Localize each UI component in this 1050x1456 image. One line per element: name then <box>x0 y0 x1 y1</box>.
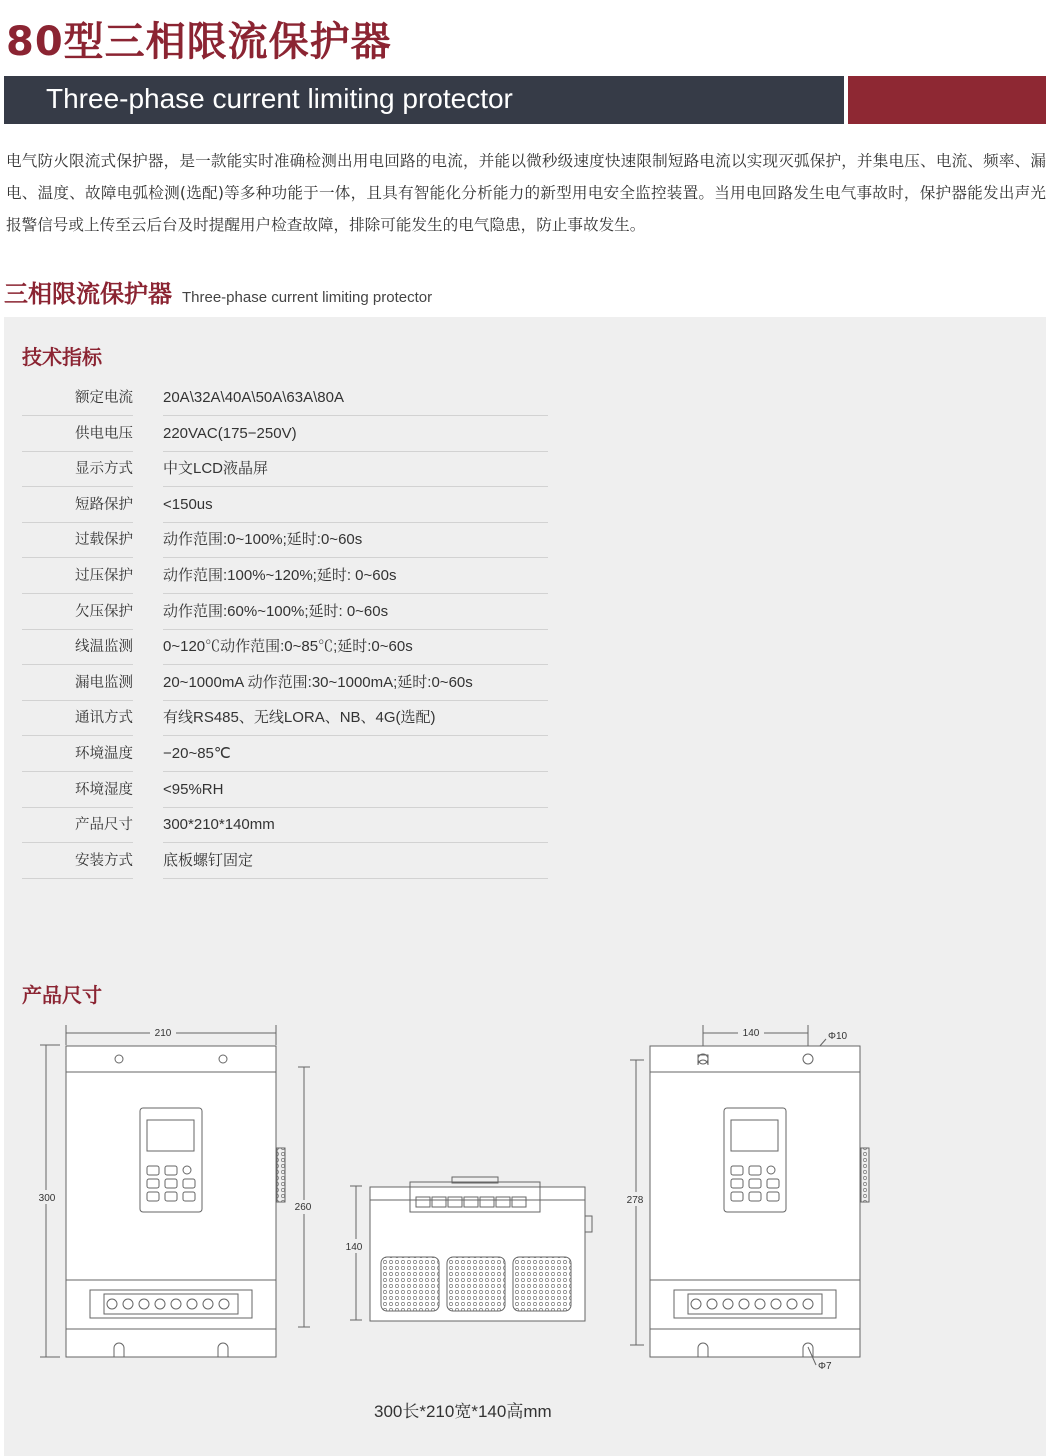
rear-hole-diameter-label: Φ10 <box>828 1031 848 1042</box>
spec-value: 动作范围:60%~100%;延时: 0~60s <box>163 595 548 630</box>
spec-value: 动作范围:0~100%;延时:0~60s <box>163 523 548 558</box>
spec-value: 220VAC(175−250V) <box>163 417 548 452</box>
spec-value: 中文LCD液晶屏 <box>163 452 548 487</box>
rear-height-label: 278 <box>626 1195 644 1206</box>
dimension-caption: 300长*210宽*140高mm <box>374 1402 552 1421</box>
spec-key: 通讯方式 <box>22 701 133 736</box>
spec-key: 短路保护 <box>22 488 133 523</box>
spec-key: 欠压保护 <box>22 595 133 630</box>
spec-value: 0~120℃动作范围:0~85℃;延时:0~60s <box>163 630 548 665</box>
section-title-en: Three-phase current limiting protector <box>182 289 433 306</box>
banner-english-title: Three-phase current limiting protector <box>46 83 513 114</box>
spec-key: 线温监测 <box>22 630 133 665</box>
front-inner-height-label: 260 <box>294 1202 312 1213</box>
spec-value: 动作范围:100%~120%;延时: 0~60s <box>163 559 548 594</box>
spec-key: 环境湿度 <box>22 773 133 808</box>
spec-key: 过压保护 <box>22 559 133 594</box>
front-view <box>36 1025 316 1357</box>
rear-hole-spacing-label: 140 <box>742 1028 760 1039</box>
spec-key: 漏电监测 <box>22 666 133 701</box>
intro-paragraph: 电气防火限流式保护器，是一款能实时准确检测出用电回路的电流，并能以微秒级速度快速限制短路电流以实现灭弧保护，并集电压、电流、频率、漏电、温度、故障电弧检测(选配)等多种功能于一体，且具有智能化分析能力的新型用电安全监控装置。当用电回路发生电气事故时，保护器能发出声光报警信号或上传至云后台及时提醒用户检查故障，排除可能发生的电气隐患，防止事故发生。 <box>6 152 1046 234</box>
dimension-drawing <box>4 317 1046 1456</box>
front-height-label: 300 <box>38 1193 56 1204</box>
front-width-label: 210 <box>154 1028 172 1039</box>
title-banner <box>4 76 844 124</box>
section-title-cn: 三相限流保护器 <box>4 280 172 308</box>
spec-value: 20~1000mA 动作范围:30~1000mA;延时:0~60s <box>163 666 548 701</box>
spec-value: −20~85℃ <box>163 737 548 772</box>
spec-key: 安装方式 <box>22 844 133 879</box>
spec-key: 产品尺寸 <box>22 808 133 843</box>
rear-bottom-hole-label: Φ7 <box>818 1361 832 1372</box>
spec-key: 环境温度 <box>22 737 133 772</box>
spec-key: 额定电流 <box>22 381 133 416</box>
spec-value: 底板螺钉固定 <box>163 844 548 879</box>
spec-value: <95%RH <box>163 773 548 808</box>
section-title <box>4 274 432 309</box>
page-title: 80型三相限流保护器 <box>6 19 392 65</box>
spec-value: 300*210*140mm <box>163 808 548 843</box>
spec-value: 20A\32A\40A\50A\63A\80A <box>163 381 548 416</box>
rear-view <box>624 1025 869 1372</box>
spec-key: 过载保护 <box>22 523 133 558</box>
spec-key: 显示方式 <box>22 452 133 487</box>
specs-heading: 技术指标 <box>22 345 102 369</box>
spec-panel <box>4 317 1046 1456</box>
spec-value: 有线RS485、无线LORA、NB、4G(选配) <box>163 701 548 736</box>
spec-key: 供电电压 <box>22 417 133 452</box>
banner-accent-block <box>848 76 1046 124</box>
side-view <box>342 1177 592 1321</box>
dims-heading: 产品尺寸 <box>22 983 102 1007</box>
side-depth-label: 140 <box>345 1242 363 1253</box>
spec-value: <150us <box>163 488 548 523</box>
